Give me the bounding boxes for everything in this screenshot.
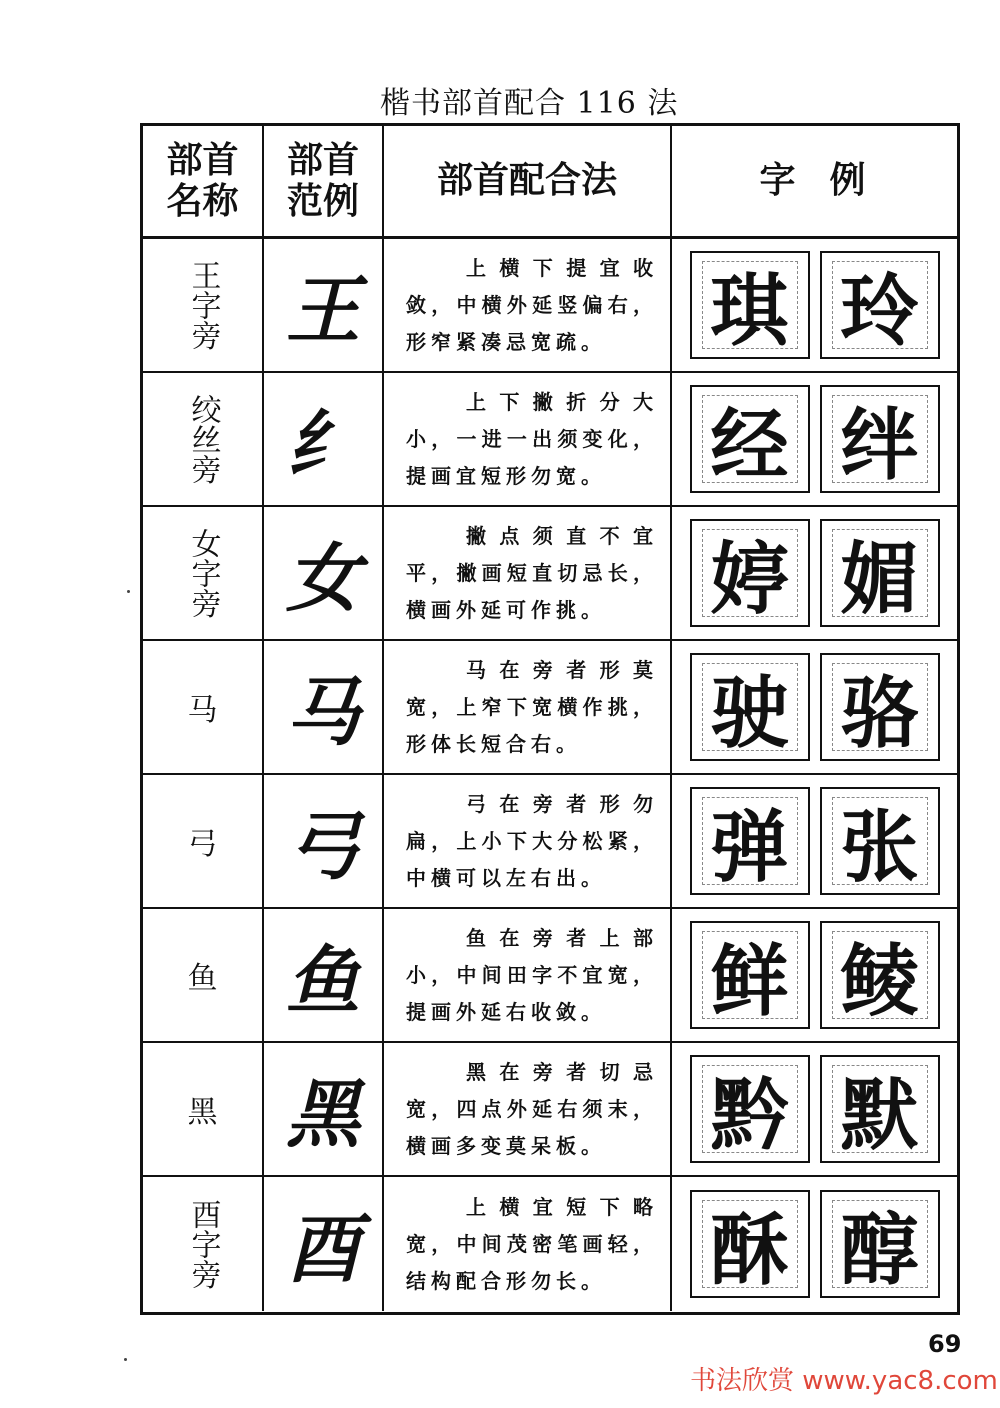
example-character-box [690, 653, 810, 761]
example-character-box [820, 251, 940, 359]
watermark: 书法欣赏 www.yac8.com [690, 1366, 998, 1396]
example-character-box [690, 251, 810, 359]
radical-name-cell [143, 641, 264, 773]
radical-name-cell [143, 1177, 264, 1311]
example-character: 媚 [840, 534, 919, 625]
header-radical-name-line1: 部首 [166, 139, 239, 181]
radical-sample: 鱼 [264, 909, 384, 1041]
table-row [143, 641, 957, 775]
example-character: 驶 [710, 668, 789, 759]
example-character: 弹 [710, 802, 789, 893]
method-text: 上横宜短下略宽，中间茂密笔画轻，结构配合形勿长。 [406, 1194, 658, 1293]
method-cell [384, 909, 672, 1041]
print-speck [127, 590, 130, 593]
method-text: 撇点须直不宜平，撇画短直切忌长，横画外延可作挑。 [406, 523, 658, 622]
radical-name: 鱼 [187, 961, 218, 996]
header-radical-sample-line2: 范例 [286, 181, 359, 222]
radical-name-cell [143, 775, 264, 907]
radical-name-cell [143, 507, 264, 639]
radical-name-cell [143, 373, 264, 505]
radical-sample: 酉 [264, 1177, 384, 1311]
example-character-box [820, 653, 940, 761]
examples-cell [672, 239, 957, 371]
example-character: 骆 [840, 668, 919, 759]
radical-name: 弓 [187, 827, 218, 862]
example-character-box [820, 385, 940, 493]
example-character: 默 [840, 1070, 919, 1161]
example-character: 婷 [710, 534, 789, 625]
radical-name: 绞丝旁 [185, 394, 221, 484]
method-cell [384, 1177, 672, 1311]
method-text: 黑在旁者切忌宽，四点外延右须末，横画多变莫呆板。 [406, 1059, 658, 1158]
example-character-box [690, 1190, 810, 1298]
method-cell [384, 373, 672, 505]
table-body [143, 239, 957, 1311]
radical-sample: 女 [264, 507, 384, 639]
table-row [143, 1043, 957, 1177]
example-character-box [690, 519, 810, 627]
radical-sample: 黑 [264, 1043, 384, 1175]
radical-sample: 弓 [264, 775, 384, 907]
radical-sample: 纟 [264, 373, 384, 505]
example-character: 黔 [710, 1070, 789, 1161]
table-header [143, 126, 957, 239]
radical-sample: 马 [264, 641, 384, 773]
radical-table [140, 123, 960, 1315]
table-row [143, 1177, 957, 1311]
radical-name: 女字旁 [185, 528, 221, 618]
table-row [143, 507, 957, 641]
example-character: 醇 [840, 1205, 919, 1296]
method-text: 上下撇折分大小，一进一出须变化，提画宜短形勿宽。 [406, 389, 658, 488]
examples-cell [672, 1177, 957, 1311]
example-character-box [820, 787, 940, 895]
examples-cell [672, 373, 957, 505]
page-number: 69 [928, 1330, 962, 1358]
example-character-box [690, 921, 810, 1029]
example-character-box [820, 1190, 940, 1298]
table-row [143, 775, 957, 909]
method-text: 上横下提宜收敛，中横外延竖偏右，形窄紧凑忌宽疏。 [406, 255, 658, 354]
example-character-box [820, 921, 940, 1029]
header-radical-name-line2: 名称 [166, 181, 239, 222]
method-cell [384, 641, 672, 773]
examples-cell [672, 507, 957, 639]
radical-name: 马 [187, 693, 218, 728]
example-character: 经 [710, 400, 789, 491]
example-character: 酥 [710, 1205, 789, 1296]
header-radical-sample-line1: 部首 [286, 139, 359, 181]
table-row [143, 373, 957, 507]
example-character: 鲮 [840, 936, 919, 1027]
examples-cell [672, 909, 957, 1041]
radical-name-cell [143, 239, 264, 371]
method-cell [384, 775, 672, 907]
header-method: 部首配合法 [384, 126, 672, 236]
radical-name-cell [143, 909, 264, 1041]
example-character-box [690, 787, 810, 895]
method-text: 弓在旁者形勿扁，上小下大分松紧，中横可以左右出。 [406, 791, 658, 890]
print-speck [124, 1358, 127, 1361]
example-character-box [690, 385, 810, 493]
method-text: 鱼在旁者上部小，中间田字不宜宽，提画外延右收敛。 [406, 925, 658, 1024]
radical-name-cell [143, 1043, 264, 1175]
method-text: 马在旁者形莫宽，上窄下宽横作挑，形体长短合右。 [406, 657, 658, 756]
example-character-box [820, 519, 940, 627]
page-title: 楷书部首配合 116 法 [380, 86, 679, 121]
example-character: 绊 [840, 400, 919, 491]
radical-name: 黑 [187, 1095, 218, 1130]
table-row [143, 239, 957, 373]
radical-name: 王字旁 [185, 260, 221, 350]
example-character-box [690, 1055, 810, 1163]
examples-cell [672, 641, 957, 773]
header-radical-name [143, 126, 264, 236]
radical-name: 酉字旁 [185, 1199, 221, 1289]
method-cell [384, 1043, 672, 1175]
example-character: 鲜 [710, 936, 789, 1027]
radical-sample: 王 [264, 239, 384, 371]
method-cell [384, 507, 672, 639]
examples-cell [672, 1043, 957, 1175]
method-cell [384, 239, 672, 371]
example-character: 琪 [710, 266, 789, 357]
header-examples: 字例 [759, 160, 900, 202]
example-character: 玲 [840, 266, 919, 357]
example-character-box [820, 1055, 940, 1163]
examples-cell [672, 775, 957, 907]
example-character: 张 [840, 802, 919, 893]
header-radical-sample [264, 126, 384, 236]
table-row [143, 909, 957, 1043]
